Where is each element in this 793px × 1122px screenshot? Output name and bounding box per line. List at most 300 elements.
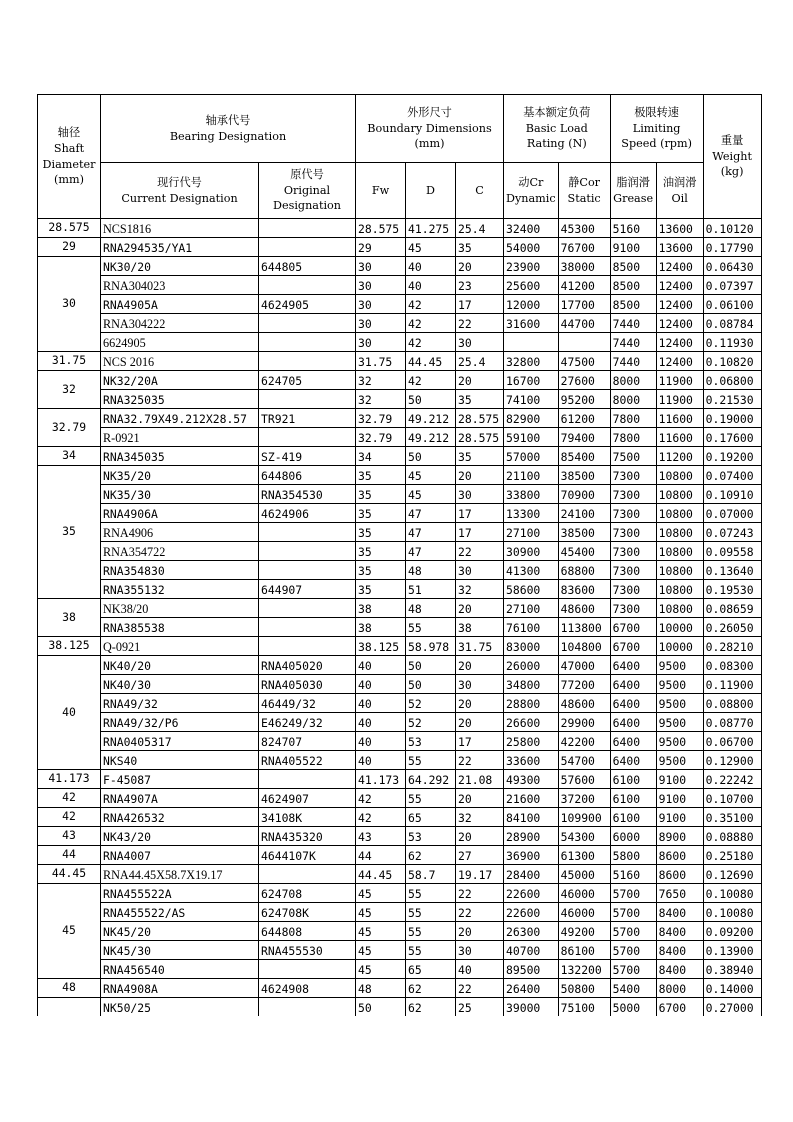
- grease-speed-cell: 7300: [610, 599, 656, 618]
- fw-cell: 35: [356, 504, 406, 523]
- grease-speed-cell: 5700: [610, 903, 656, 922]
- table-row: [38, 580, 762, 599]
- oil-speed-cell: 8000: [656, 979, 703, 998]
- table-header: [38, 95, 762, 219]
- original-designation-cell: 46449/32: [259, 694, 356, 713]
- c-cell: 17: [456, 523, 504, 542]
- oil-speed-cell: 10800: [656, 542, 703, 561]
- shaft-diameter-cell: 41.173: [38, 770, 101, 789]
- static-load-cell: 27600: [558, 371, 610, 390]
- fw-cell: 28.575: [356, 219, 406, 238]
- oil-speed-cell: 10800: [656, 580, 703, 599]
- oil-speed-cell: 10800: [656, 466, 703, 485]
- table-row: [38, 504, 762, 523]
- weight-cell: 0.26050: [703, 618, 761, 637]
- oil-speed-cell: 11900: [656, 390, 703, 409]
- dynamic-load-cell: 23900: [504, 257, 559, 276]
- fw-cell: 43: [356, 827, 406, 846]
- weight-cell: 0.11900: [703, 675, 761, 694]
- static-load-cell: 38500: [558, 466, 610, 485]
- dynamic-load-cell: 41300: [504, 561, 559, 580]
- current-designation-cell: NK45/20: [101, 922, 259, 941]
- col-basic-load-rating: 基本额定负荷 Basic Load Rating (N): [504, 95, 611, 163]
- fw-cell: 35: [356, 542, 406, 561]
- grease-speed-cell: 9100: [610, 238, 656, 257]
- fw-cell: 44.45: [356, 865, 406, 884]
- static-load-cell: 104800: [558, 637, 610, 656]
- c-cell: 22: [456, 314, 504, 333]
- oil-speed-cell: 9500: [656, 713, 703, 732]
- d-cell: 55: [406, 751, 456, 770]
- dynamic-load-cell: 83000: [504, 637, 559, 656]
- original-designation-cell: [259, 428, 356, 447]
- fw-cell: 38: [356, 599, 406, 618]
- dynamic-load-cell: 76100: [504, 618, 559, 637]
- weight-cell: 0.08784: [703, 314, 761, 333]
- fw-cell: 40: [356, 732, 406, 751]
- original-designation-cell: [259, 314, 356, 333]
- current-designation-cell: NCS1816: [101, 219, 259, 238]
- static-load-cell: 41200: [558, 276, 610, 295]
- fw-cell: 45: [356, 922, 406, 941]
- static-load-cell: 86100: [558, 941, 610, 960]
- fw-cell: 42: [356, 789, 406, 808]
- static-load-cell: 109900: [558, 808, 610, 827]
- fw-cell: 35: [356, 523, 406, 542]
- dynamic-load-cell: 28900: [504, 827, 559, 846]
- table-row: [38, 466, 762, 485]
- d-cell: 40: [406, 257, 456, 276]
- dynamic-load-cell: 31600: [504, 314, 559, 333]
- d-cell: 51: [406, 580, 456, 599]
- oil-speed-cell: 8400: [656, 941, 703, 960]
- d-cell: 48: [406, 599, 456, 618]
- fw-cell: 30: [356, 276, 406, 295]
- table-row: [38, 333, 762, 352]
- dynamic-load-cell: 25800: [504, 732, 559, 751]
- c-cell: 19.17: [456, 865, 504, 884]
- dynamic-load-cell: 84100: [504, 808, 559, 827]
- c-cell: 17: [456, 504, 504, 523]
- shaft-diameter-cell: 40: [38, 656, 101, 770]
- current-designation-cell: Q-0921: [101, 637, 259, 656]
- current-designation-cell: RNA49/32: [101, 694, 259, 713]
- shaft-diameter-cell: 48: [38, 979, 101, 998]
- original-designation-cell: [259, 998, 356, 1017]
- col-shaft-diameter: 轴径 Shaft Diameter (mm): [38, 95, 101, 219]
- weight-cell: 0.08770: [703, 713, 761, 732]
- col-static: 静Cor Static: [558, 163, 610, 219]
- oil-speed-cell: 9500: [656, 656, 703, 675]
- grease-speed-cell: 7300: [610, 485, 656, 504]
- shaft-diameter-cell: [38, 998, 101, 1017]
- fw-cell: 35: [356, 485, 406, 504]
- oil-speed-cell: 9100: [656, 789, 703, 808]
- d-cell: 52: [406, 713, 456, 732]
- original-designation-cell: 624708: [259, 884, 356, 903]
- weight-cell: 0.09558: [703, 542, 761, 561]
- table-row: [38, 770, 762, 789]
- current-designation-cell: RNA4905A: [101, 295, 259, 314]
- dynamic-load-cell: 22600: [504, 903, 559, 922]
- static-load-cell: 83600: [558, 580, 610, 599]
- current-designation-cell: RNA345035: [101, 447, 259, 466]
- weight-cell: 0.22242: [703, 770, 761, 789]
- table-row: [38, 219, 762, 238]
- table-row: [38, 485, 762, 504]
- dynamic-load-cell: 28800: [504, 694, 559, 713]
- original-designation-cell: [259, 561, 356, 580]
- current-designation-cell: NK30/20: [101, 257, 259, 276]
- oil-speed-cell: 11600: [656, 409, 703, 428]
- static-load-cell: 95200: [558, 390, 610, 409]
- weight-cell: 0.10080: [703, 884, 761, 903]
- c-cell: 22: [456, 884, 504, 903]
- oil-speed-cell: 9500: [656, 694, 703, 713]
- table-row: [38, 808, 762, 827]
- static-load-cell: 61300: [558, 846, 610, 865]
- dynamic-load-cell: [504, 333, 559, 352]
- original-designation-cell: RNA405020: [259, 656, 356, 675]
- weight-cell: 0.19200: [703, 447, 761, 466]
- oil-speed-cell: 12400: [656, 257, 703, 276]
- col-current-designation: 现行代号 Current Designation: [101, 163, 259, 219]
- shaft-diameter-cell: 34: [38, 447, 101, 466]
- d-cell: 42: [406, 371, 456, 390]
- original-designation-cell: 4644107K: [259, 846, 356, 865]
- d-cell: 55: [406, 922, 456, 941]
- original-designation-cell: [259, 238, 356, 257]
- oil-speed-cell: 11600: [656, 428, 703, 447]
- current-designation-cell: NK35/20: [101, 466, 259, 485]
- static-load-cell: 79400: [558, 428, 610, 447]
- grease-speed-cell: 8000: [610, 371, 656, 390]
- static-load-cell: 47500: [558, 352, 610, 371]
- d-cell: 53: [406, 732, 456, 751]
- grease-speed-cell: 5700: [610, 884, 656, 903]
- grease-speed-cell: 7300: [610, 542, 656, 561]
- weight-cell: 0.13900: [703, 941, 761, 960]
- static-load-cell: 42200: [558, 732, 610, 751]
- table-row: [38, 751, 762, 770]
- fw-cell: 44: [356, 846, 406, 865]
- current-designation-cell: RNA385538: [101, 618, 259, 637]
- c-cell: 22: [456, 542, 504, 561]
- original-designation-cell: [259, 333, 356, 352]
- static-load-cell: 24100: [558, 504, 610, 523]
- table-row: [38, 979, 762, 998]
- original-designation-cell: 824707: [259, 732, 356, 751]
- d-cell: 62: [406, 979, 456, 998]
- static-load-cell: 113800: [558, 618, 610, 637]
- grease-speed-cell: 6400: [610, 713, 656, 732]
- shaft-diameter-cell: 28.575: [38, 219, 101, 238]
- d-cell: 55: [406, 941, 456, 960]
- oil-speed-cell: 12400: [656, 295, 703, 314]
- original-designation-cell: [259, 770, 356, 789]
- col-c: C: [456, 163, 504, 219]
- shaft-diameter-cell: 42: [38, 789, 101, 808]
- original-designation-cell: 4624907: [259, 789, 356, 808]
- oil-speed-cell: 7650: [656, 884, 703, 903]
- original-designation-cell: 624705: [259, 371, 356, 390]
- shaft-diameter-cell: 35: [38, 466, 101, 599]
- c-cell: 23: [456, 276, 504, 295]
- current-designation-cell: RNA44.45X58.7X19.17: [101, 865, 259, 884]
- c-cell: 35: [456, 447, 504, 466]
- c-cell: 17: [456, 732, 504, 751]
- shaft-diameter-cell: 38: [38, 599, 101, 637]
- fw-cell: 29: [356, 238, 406, 257]
- dynamic-load-cell: 54000: [504, 238, 559, 257]
- dynamic-load-cell: 21600: [504, 789, 559, 808]
- dynamic-load-cell: 33800: [504, 485, 559, 504]
- dynamic-load-cell: 21100: [504, 466, 559, 485]
- grease-speed-cell: 5700: [610, 960, 656, 979]
- dynamic-load-cell: 74100: [504, 390, 559, 409]
- c-cell: 20: [456, 466, 504, 485]
- static-load-cell: 37200: [558, 789, 610, 808]
- oil-speed-cell: 13600: [656, 238, 703, 257]
- grease-speed-cell: 5800: [610, 846, 656, 865]
- shaft-diameter-cell: 45: [38, 884, 101, 979]
- c-cell: 20: [456, 599, 504, 618]
- fw-cell: 35: [356, 580, 406, 599]
- current-designation-cell: RNA304023: [101, 276, 259, 295]
- grease-speed-cell: 7800: [610, 428, 656, 447]
- grease-speed-cell: 7440: [610, 352, 656, 371]
- weight-cell: 0.10700: [703, 789, 761, 808]
- weight-cell: 0.21530: [703, 390, 761, 409]
- c-cell: 25: [456, 998, 504, 1017]
- dynamic-load-cell: 82900: [504, 409, 559, 428]
- original-designation-cell: 4624905: [259, 295, 356, 314]
- oil-speed-cell: 10000: [656, 618, 703, 637]
- dynamic-load-cell: 25600: [504, 276, 559, 295]
- d-cell: 48: [406, 561, 456, 580]
- weight-cell: 0.08880: [703, 827, 761, 846]
- table-row: [38, 523, 762, 542]
- fw-cell: 38.125: [356, 637, 406, 656]
- c-cell: 20: [456, 922, 504, 941]
- d-cell: 58.978: [406, 637, 456, 656]
- c-cell: 40: [456, 960, 504, 979]
- dynamic-load-cell: 89500: [504, 960, 559, 979]
- grease-speed-cell: 5400: [610, 979, 656, 998]
- table-row: [38, 599, 762, 618]
- weight-cell: 0.10820: [703, 352, 761, 371]
- grease-speed-cell: 5000: [610, 998, 656, 1017]
- dynamic-load-cell: 58600: [504, 580, 559, 599]
- table-row: [38, 903, 762, 922]
- fw-cell: 32.79: [356, 409, 406, 428]
- d-cell: 50: [406, 390, 456, 409]
- c-cell: 30: [456, 675, 504, 694]
- c-cell: 27: [456, 846, 504, 865]
- dynamic-load-cell: 16700: [504, 371, 559, 390]
- weight-cell: 0.06100: [703, 295, 761, 314]
- d-cell: 49.212: [406, 428, 456, 447]
- dynamic-load-cell: 28400: [504, 865, 559, 884]
- dynamic-load-cell: 26000: [504, 656, 559, 675]
- c-cell: 20: [456, 371, 504, 390]
- col-bearing-designation: 轴承代号 Bearing Designation: [101, 95, 356, 163]
- static-load-cell: 44700: [558, 314, 610, 333]
- current-designation-cell: NCS 2016: [101, 352, 259, 371]
- weight-cell: 0.08300: [703, 656, 761, 675]
- original-designation-cell: 644907: [259, 580, 356, 599]
- fw-cell: 32: [356, 371, 406, 390]
- grease-speed-cell: 7300: [610, 504, 656, 523]
- oil-speed-cell: 8600: [656, 865, 703, 884]
- grease-speed-cell: 6100: [610, 789, 656, 808]
- current-designation-cell: NK43/20: [101, 827, 259, 846]
- c-cell: 35: [456, 390, 504, 409]
- oil-speed-cell: 11900: [656, 371, 703, 390]
- table-row: [38, 371, 762, 390]
- col-boundary-dimensions: 外形尺寸 Boundary Dimensions (mm): [356, 95, 504, 163]
- weight-cell: 0.06430: [703, 257, 761, 276]
- grease-speed-cell: 7300: [610, 466, 656, 485]
- dynamic-load-cell: 57000: [504, 447, 559, 466]
- original-designation-cell: [259, 637, 356, 656]
- col-grease: 脂润滑 Grease: [610, 163, 656, 219]
- fw-cell: 30: [356, 295, 406, 314]
- c-cell: 22: [456, 903, 504, 922]
- grease-speed-cell: 7800: [610, 409, 656, 428]
- original-designation-cell: 644806: [259, 466, 356, 485]
- shaft-diameter-cell: 29: [38, 238, 101, 257]
- grease-speed-cell: 6400: [610, 694, 656, 713]
- static-load-cell: 85400: [558, 447, 610, 466]
- c-cell: 20: [456, 827, 504, 846]
- table-row: [38, 409, 762, 428]
- original-designation-cell: E46249/32: [259, 713, 356, 732]
- c-cell: 30: [456, 941, 504, 960]
- fw-cell: 40: [356, 656, 406, 675]
- original-designation-cell: [259, 542, 356, 561]
- static-load-cell: 76700: [558, 238, 610, 257]
- original-designation-cell: RNA405522: [259, 751, 356, 770]
- dynamic-load-cell: 27100: [504, 599, 559, 618]
- table-row: [38, 314, 762, 333]
- table-row: [38, 998, 762, 1017]
- fw-cell: 40: [356, 713, 406, 732]
- c-cell: 20: [456, 694, 504, 713]
- fw-cell: 40: [356, 694, 406, 713]
- shaft-diameter-cell: 42: [38, 808, 101, 827]
- col-dynamic: 动Cr Dynamic: [504, 163, 559, 219]
- c-cell: 38: [456, 618, 504, 637]
- original-designation-cell: [259, 219, 356, 238]
- static-load-cell: 38000: [558, 257, 610, 276]
- dynamic-load-cell: 30900: [504, 542, 559, 561]
- oil-speed-cell: 9500: [656, 675, 703, 694]
- current-designation-cell: F-45087: [101, 770, 259, 789]
- grease-speed-cell: 6700: [610, 637, 656, 656]
- d-cell: 64.292: [406, 770, 456, 789]
- col-fw: Fw: [356, 163, 406, 219]
- d-cell: 44.45: [406, 352, 456, 371]
- static-load-cell: 46000: [558, 903, 610, 922]
- shaft-diameter-cell: 44.45: [38, 865, 101, 884]
- col-d: D: [406, 163, 456, 219]
- current-designation-cell: NKS40: [101, 751, 259, 770]
- c-cell: 21.08: [456, 770, 504, 789]
- current-designation-cell: RNA354722: [101, 542, 259, 561]
- c-cell: 35: [456, 238, 504, 257]
- grease-speed-cell: 5160: [610, 219, 656, 238]
- oil-speed-cell: 6700: [656, 998, 703, 1017]
- grease-speed-cell: 6000: [610, 827, 656, 846]
- weight-cell: 0.10080: [703, 903, 761, 922]
- oil-speed-cell: 9100: [656, 808, 703, 827]
- grease-speed-cell: 8500: [610, 257, 656, 276]
- table-row: [38, 352, 762, 371]
- table-row: [38, 257, 762, 276]
- weight-cell: 0.07243: [703, 523, 761, 542]
- current-designation-cell: NK40/20: [101, 656, 259, 675]
- static-load-cell: 17700: [558, 295, 610, 314]
- dynamic-load-cell: 33600: [504, 751, 559, 770]
- static-load-cell: 46000: [558, 884, 610, 903]
- weight-cell: 0.17790: [703, 238, 761, 257]
- static-load-cell: 54300: [558, 827, 610, 846]
- oil-speed-cell: 8400: [656, 922, 703, 941]
- original-designation-cell: [259, 276, 356, 295]
- d-cell: 49.212: [406, 409, 456, 428]
- weight-cell: 0.11930: [703, 333, 761, 352]
- fw-cell: 42: [356, 808, 406, 827]
- oil-speed-cell: 11200: [656, 447, 703, 466]
- col-oil: 油润滑 Oil: [656, 163, 703, 219]
- c-cell: 32: [456, 580, 504, 599]
- d-cell: 40: [406, 276, 456, 295]
- grease-speed-cell: 5160: [610, 865, 656, 884]
- current-designation-cell: RNA325035: [101, 390, 259, 409]
- dynamic-load-cell: 34800: [504, 675, 559, 694]
- original-designation-cell: 624708K: [259, 903, 356, 922]
- weight-cell: 0.35100: [703, 808, 761, 827]
- original-designation-cell: [259, 960, 356, 979]
- table-row: [38, 960, 762, 979]
- table-row: [38, 447, 762, 466]
- weight-cell: 0.28210: [703, 637, 761, 656]
- d-cell: 65: [406, 960, 456, 979]
- table-row: [38, 846, 762, 865]
- d-cell: 52: [406, 694, 456, 713]
- c-cell: 25.4: [456, 352, 504, 371]
- oil-speed-cell: 10000: [656, 637, 703, 656]
- weight-cell: 0.07400: [703, 466, 761, 485]
- oil-speed-cell: 8400: [656, 903, 703, 922]
- table-row: [38, 884, 762, 903]
- original-designation-cell: [259, 390, 356, 409]
- fw-cell: 32: [356, 390, 406, 409]
- table-row: [38, 922, 762, 941]
- original-designation-cell: TR921: [259, 409, 356, 428]
- d-cell: 47: [406, 523, 456, 542]
- d-cell: 58.7: [406, 865, 456, 884]
- static-load-cell: 48600: [558, 694, 610, 713]
- dynamic-load-cell: 32400: [504, 219, 559, 238]
- original-designation-cell: [259, 352, 356, 371]
- grease-speed-cell: 8000: [610, 390, 656, 409]
- weight-cell: 0.07000: [703, 504, 761, 523]
- d-cell: 42: [406, 295, 456, 314]
- static-load-cell: 45000: [558, 865, 610, 884]
- original-designation-cell: 644805: [259, 257, 356, 276]
